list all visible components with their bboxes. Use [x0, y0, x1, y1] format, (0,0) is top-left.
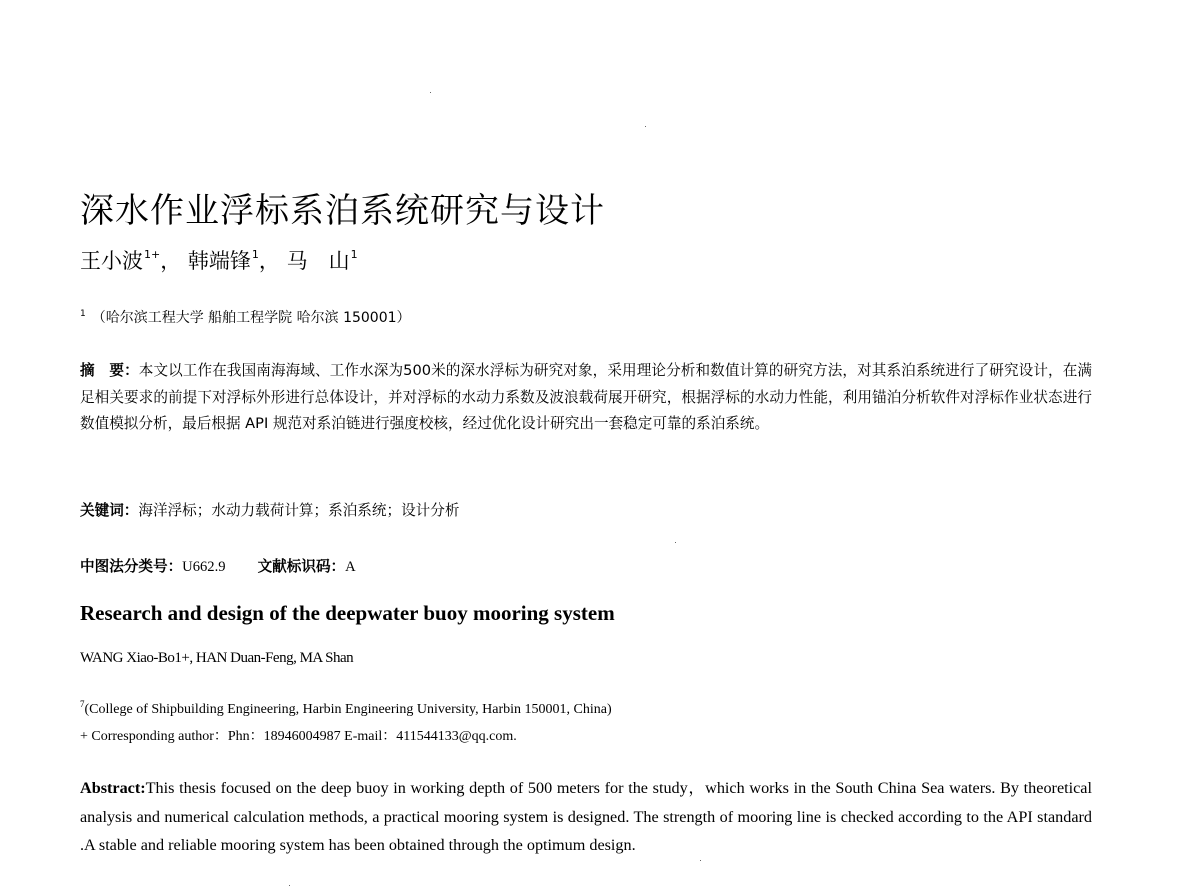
corresponding-author: + Corresponding author：Phn：18946004987 E-mail：411544133@qq.com.: [80, 729, 517, 744]
author-list-en: WANG Xiao-Bo1+, HAN Duan-Feng, MA Shan: [80, 650, 354, 666]
affiliation-mark: 1: [80, 309, 86, 319]
author-affiliation-mark: 1+: [144, 248, 161, 261]
abstract-en-text: This thesis focused on the deep buoy in working depth of 500 meters for the study，which works in the South China Sea waters. By theoretical analysis and numerical calculation methods, a practical mooring system is designed. The strength of mooring line is checked according to the API standard .A stable and reliable mooring system has been obtained through the optimum design.: [80, 779, 1092, 854]
abstract-cn-text: 本文以工作在我国南海海域、工作水深为500米的深水浮标为研究对象，采用理论分析和数值计算的研究方法，对其系泊系统进行了研究设计，在满足相关要求的前提下对浮标外形进行总体设计，并对浮标的水动力系数及波浪载荷展开研究，根据浮标的水动力性能，利用锚泊分析软件对浮标作业状态进行数值模拟分析，最后根据 API 规范对系泊链进行强度校核，经过优化设计研究出一套稳定可靠的系泊系统。: [80, 362, 1092, 432]
affiliation-mark: 7: [80, 699, 85, 709]
scan-speck: [675, 542, 676, 543]
classification-line: [80, 555, 356, 576]
doc-code-label: 文献标识码：: [257, 558, 346, 575]
affiliation-text: （哈尔滨工程大学 船舶工程学院 哈尔滨 150001）: [91, 310, 411, 326]
abstract-en-label: Abstract:: [80, 779, 146, 797]
author-name: 王小波: [80, 249, 143, 273]
author-affiliation-mark: 1: [251, 248, 259, 261]
abstract-en: [80, 774, 1092, 860]
author-affiliation-mark: 1: [350, 248, 358, 261]
scan-speck: [289, 885, 290, 886]
affiliation-text: (College of Shipbuilding Engineering, Harbin Engineering University, Harbin 150001, China): [84, 702, 612, 717]
keywords-cn-text: 海洋浮标；水动力载荷计算；系泊系统；设计分析: [138, 502, 460, 519]
abstract-cn: [80, 358, 1092, 438]
clc-label: 中图法分类号：: [80, 558, 183, 575]
doc-code-value: A: [345, 559, 356, 575]
paper-title-cn: 深水作业浮标系泊系统研究与设计: [80, 191, 605, 231]
abstract-cn-label: 摘 要：: [80, 362, 139, 379]
keywords-cn: [80, 499, 459, 520]
keywords-cn-label: 关键词：: [80, 502, 139, 519]
scan-speck: [430, 92, 431, 93]
paper-title-en: Research and design of the deepwater buoy mooring system: [80, 601, 615, 625]
scan-speck: [645, 126, 646, 127]
author-list-cn: [80, 245, 358, 275]
author-separator: ，: [258, 249, 280, 273]
affiliation-cn: [80, 307, 411, 327]
author-name: 韩端锋: [187, 249, 251, 273]
affiliation-en: [80, 699, 612, 718]
author-name: 马 山: [286, 249, 350, 273]
scan-speck: [700, 860, 701, 861]
clc-value: U662.9: [182, 559, 226, 575]
author-separator: ，: [160, 249, 182, 273]
